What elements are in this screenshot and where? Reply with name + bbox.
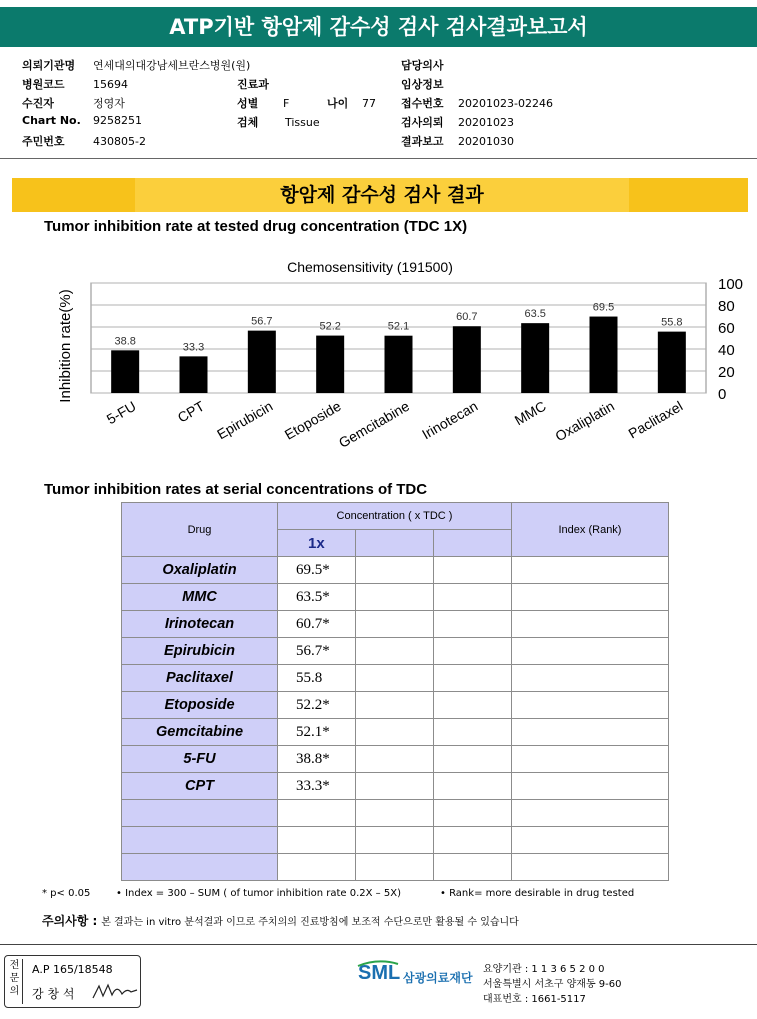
table-row [122,827,669,854]
empty-cell [356,827,434,854]
chemosensitivity-chart [0,240,757,480]
dept-label: 진료과 [237,78,269,91]
value-cell: 33.3* [278,773,356,800]
empty-cell [356,854,434,881]
info-row: 결과보고 20201030 [401,135,514,148]
drug-cell: Paclitaxel [122,665,278,692]
bar [590,317,618,393]
table-header-row [122,503,669,530]
drug-cell [122,827,278,854]
index-cell [512,557,669,584]
chart-title: Chemosensitivity (191500) [287,259,453,275]
index-cell [512,719,669,746]
empty-cell [434,584,512,611]
info-row: 주민번호 430805-2 [22,135,146,148]
patient-info-right [401,57,553,152]
y-tick-label: 40 [718,342,735,359]
index-cell [512,665,669,692]
report-title: ATP기반 항암제 감수성 검사 검사결과보고서 [0,7,757,47]
index-cell [512,827,669,854]
empty-cell [356,692,434,719]
patient-info-left [22,57,250,152]
drug-cell: 5-FU [122,746,278,773]
drug-cell: MMC [122,584,278,611]
empty-cell [356,665,434,692]
specimen-field: 검체 Tissue [237,116,320,129]
info-row: Chart No. 9258251 [22,114,142,127]
empty-cell [434,719,512,746]
specialist-stamp: 전문의 [7,959,23,1004]
x-tick-label: Oxaliplatin [552,397,617,445]
value-cell: 63.5* [278,584,356,611]
index-cell [512,584,669,611]
value-cell [278,800,356,827]
rank-note: • Rank= more desirable in drug tested [440,888,635,899]
x-tick-label: Etoposide [281,397,344,443]
empty-cell [434,854,512,881]
table-row [122,719,669,746]
drug-cell: Gemcitabine [122,719,278,746]
empty-cell [356,773,434,800]
x-tick-label: Gemcitabine [335,397,412,451]
value-cell: 56.7* [278,638,356,665]
info-row: 담당의사 [401,59,444,72]
divider [0,158,757,159]
table-row [122,584,669,611]
org-name: 삼광의료재단 [403,971,473,985]
section-title: 항암제 감수성 검사 결과 [135,178,629,212]
bar [453,326,481,393]
y-tick-label: 80 [718,298,735,315]
bar [316,336,344,393]
bar [248,331,276,393]
value-cell: 52.2* [278,692,356,719]
table-row [122,746,669,773]
bar [385,336,413,393]
org-code: 요양기관 : 1 1 3 6 5 2 0 0 [483,964,605,975]
conc-col-header [356,530,434,557]
value-cell: 60.7* [278,611,356,638]
org-address: 서울특별시 서초구 양재동 9-60 [483,979,622,990]
table-row [122,638,669,665]
drug-header: Drug [122,503,278,557]
org-phone: 대표번호 : 1661-5117 [483,994,586,1005]
concentration-header: Concentration ( x TDC ) [278,503,512,530]
table-row [122,854,669,881]
y-axis-label: Inhibition rate(%) [57,289,74,403]
value-cell [278,854,356,881]
table-row [122,692,669,719]
drug-cell: Oxaliplatin [122,557,278,584]
doctor-id: A.P 165/18548 [32,963,113,976]
y-tick-label: 0 [718,386,727,403]
table-heading: Tumor inhibition rates at serial concentrations of TDC [44,481,428,498]
empty-cell [434,692,512,719]
index-cell [512,638,669,665]
x-tick-label: 5-FU [103,397,139,428]
data-label: 52.2 [319,320,341,333]
signature-scribble [91,980,139,1004]
empty-cell [434,557,512,584]
drug-cell [122,800,278,827]
y-tick-label: 60 [718,320,735,337]
x-tick-label: Irinotecan [419,397,481,443]
value-cell: 38.8* [278,746,356,773]
data-label: 38.8 [114,335,136,348]
empty-cell [434,638,512,665]
table-row [122,665,669,692]
info-row: 의뢰기관명 연세대의대강남세브란스병원(원) [22,59,251,72]
data-label: 52.1 [387,320,410,333]
bar [658,332,686,393]
data-label: 60.7 [456,311,478,324]
bar [180,356,208,393]
index-cell [512,854,669,881]
x-tick-label: Paclitaxel [625,397,686,442]
doctor-name: 강 창 석 [32,987,75,1001]
age-field: 나이 77 [327,97,376,110]
table-row [122,557,669,584]
data-label: 69.5 [592,301,615,314]
caution-label: 주의사항 : [42,914,98,928]
x-tick-label: Epirubicin [214,397,276,443]
sml-logo: SML [358,962,401,984]
index-cell [512,692,669,719]
caution [42,912,519,929]
data-label: 55.8 [661,316,683,329]
empty-cell [434,827,512,854]
value-cell [278,827,356,854]
conc-col-header: 1x [278,530,356,557]
index-cell [512,611,669,638]
y-tick-label: 100 [718,276,744,293]
caution-text: 본 결과는 in vitro 분석결과 이므로 주치의의 진료방침에 보조적 수단으로만 활용될 수 있습니다 [101,917,519,928]
bar [521,323,549,393]
empty-cell [434,800,512,827]
empty-cell [434,665,512,692]
value-cell: 69.5* [278,557,356,584]
info-row: 임상정보 [401,78,444,91]
index-header: Index (Rank) [512,503,669,557]
empty-cell [356,557,434,584]
index-cell [512,800,669,827]
empty-cell [434,773,512,800]
index-note: • Index = 300 – SUM ( of tumor inhibition rate 0.2X – 5X) [116,888,401,899]
drug-cell: Epirubicin [122,638,278,665]
footer-divider [0,944,757,945]
drug-cell [122,854,278,881]
index-cell [512,773,669,800]
empty-cell [356,638,434,665]
empty-cell [356,584,434,611]
value-cell: 55.8 [278,665,356,692]
empty-cell [356,746,434,773]
logo-swoosh [356,960,400,968]
info-row: 병원코드 15694 [22,78,128,91]
x-tick-label: MMC [511,397,549,429]
index-cell [512,746,669,773]
signature-box [4,955,141,1008]
info-row: 검사의뢰 20201023 [401,116,514,129]
empty-cell [356,719,434,746]
x-tick-label: CPT [174,397,207,426]
data-label: 56.7 [251,315,273,328]
sex-field: 성별 F [237,97,290,110]
info-row: 수진자 정영자 [22,97,125,110]
table-row [122,773,669,800]
p-value-note: * p< 0.05 [42,888,91,899]
bar [111,350,139,393]
drug-cell: Irinotecan [122,611,278,638]
table-row [122,800,669,827]
data-label: 63.5 [524,308,546,321]
data-label: 33.3 [182,341,205,354]
drug-cell: Etoposide [122,692,278,719]
table-row [122,611,669,638]
value-cell: 52.1* [278,719,356,746]
chart-heading: Tumor inhibition rate at tested drug concentration (TDC 1X) [44,218,468,235]
empty-cell [434,746,512,773]
empty-cell [356,800,434,827]
y-tick-label: 20 [718,364,735,381]
info-row: 접수번호 20201023-02246 [401,97,553,110]
empty-cell [356,611,434,638]
conc-col-header [434,530,512,557]
empty-cell [434,611,512,638]
results-table [121,502,669,881]
org-details [483,962,622,1007]
drug-cell: CPT [122,773,278,800]
